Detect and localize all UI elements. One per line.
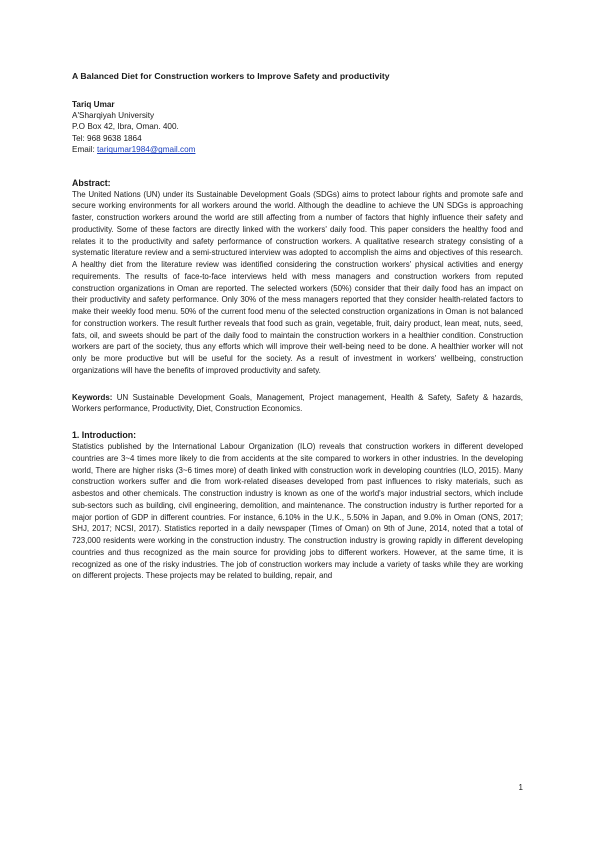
abstract-text: The United Nations (UN) under its Sustainable Development Goals (SDGs) aims to protect labour rights and promote safe and secure working environments for all workers around the world. Although the deadline to achieve the UN SDGs is approaching faster, construction workers around the world are still affecting from a number of factors that highly influence their safety and productivity. Some of these factors are directly linked with the workers' daily food. This paper considers the healthy food and relates it to the productivity and safety performance of construction workers. A qualitative research strategy consisting of a systematic literature review and a semi-structured interview was adopted to accomplish the aims and objectives of this research. A healthy diet from the literature review was identified considering the construction workers' physical activities and energy requirements. The results of face-to-face interviews held with mess managers and construction workers from reputed construction organizations in Oman are reported. The selected workers (50%) consider that their daily food has an impact on their productivity and safety performance. Only 30% of the mess managers reported that they consider health-related factors to make their weekly food menu. 50% of the current food menu of the selected construction organizations in Oman is not balanced for construction workers. The result further reveals that food such as grain, vegetable, fruit, dairy product, lean meat, nuts, seed, fats, oil, and sweets should be part of the daily food to maintain the construction workers in a healthier condition. Construction workers are part of the society, thus any efforts which will improve their well-being need to be done. A healthier worker will not only be more productive but will be useful for the society. As a result of investment in workers' wellbeing, construction organizations will have the benefits of improved productivity and safety.: [72, 189, 523, 375]
author-affiliation: A'Sharqiyah University: [72, 111, 155, 120]
email-label: Email:: [72, 145, 98, 155]
introduction-section: [72, 430, 523, 582]
keywords-label: Keywords:: [72, 392, 113, 402]
abstract-section: [72, 178, 523, 377]
author-address: P.O Box 42, Ibra, Oman. 400.: [72, 122, 179, 132]
author-email-row: [72, 144, 523, 155]
paper-title: A Balanced Diet for Construction workers to Improve Safety and productivity: [72, 71, 390, 81]
keywords-text: UN Sustainable Development Goals, Management, Project management, Health & Safety, Safety & hazards, Workers performance, Productivity, Diet, Construction Economics.: [72, 392, 523, 414]
author-name: Tariq Umar: [72, 100, 115, 109]
page-number: 1: [518, 783, 523, 792]
author-tel: Tel: 968 9638 1864: [72, 133, 142, 143]
introduction-text: Statistics published by the International Labour Organization (ILO) reveals that construction workers in different developed countries are 3~4 times more likely to die from accidents at the site compared to workers in other industries. In the developing world, There are higher risks (3~6 times more) of death linked with construction work in developing countries (ILO, 2015). Many construction workers suffer and die from work-related diseases developed from past influences to risky materials, such as asbestos and other chemicals. The construction industry is known as one of the world's major industrial sectors, which include sub-sectors such as building, civil engineering, demolition, and maintenance. The construction industry is further reported for a major portion of GDP in different countries. For instance, 6.10% in the U.K., 5.50% in Japan, and 9.0% in Oman (ONS, 2017; SHJ, 2017; NCSI, 2017). Statistics reported in a daily newspaper (Times of Oman) on 9th of June, 2014, noted that a total of 723,000 residents were working in the construction industry. The construction industry is growing rapidly in different developing countries and thus recognized as the main source for providing jobs to different workers. However, at the same time, it is recognized as one of the risky industries. The job of construction workers may include a variety of tasks while they are working on different projects. These projects may be related to building, repair, and: [72, 442, 523, 581]
author-email-link[interactable]: tariqumar1984@gmail.com: [97, 145, 196, 155]
author-block: [72, 99, 523, 156]
abstract-heading: Abstract:: [72, 177, 111, 188]
introduction-heading: 1. Introduction:: [72, 430, 137, 441]
keywords-paragraph: [72, 392, 523, 416]
